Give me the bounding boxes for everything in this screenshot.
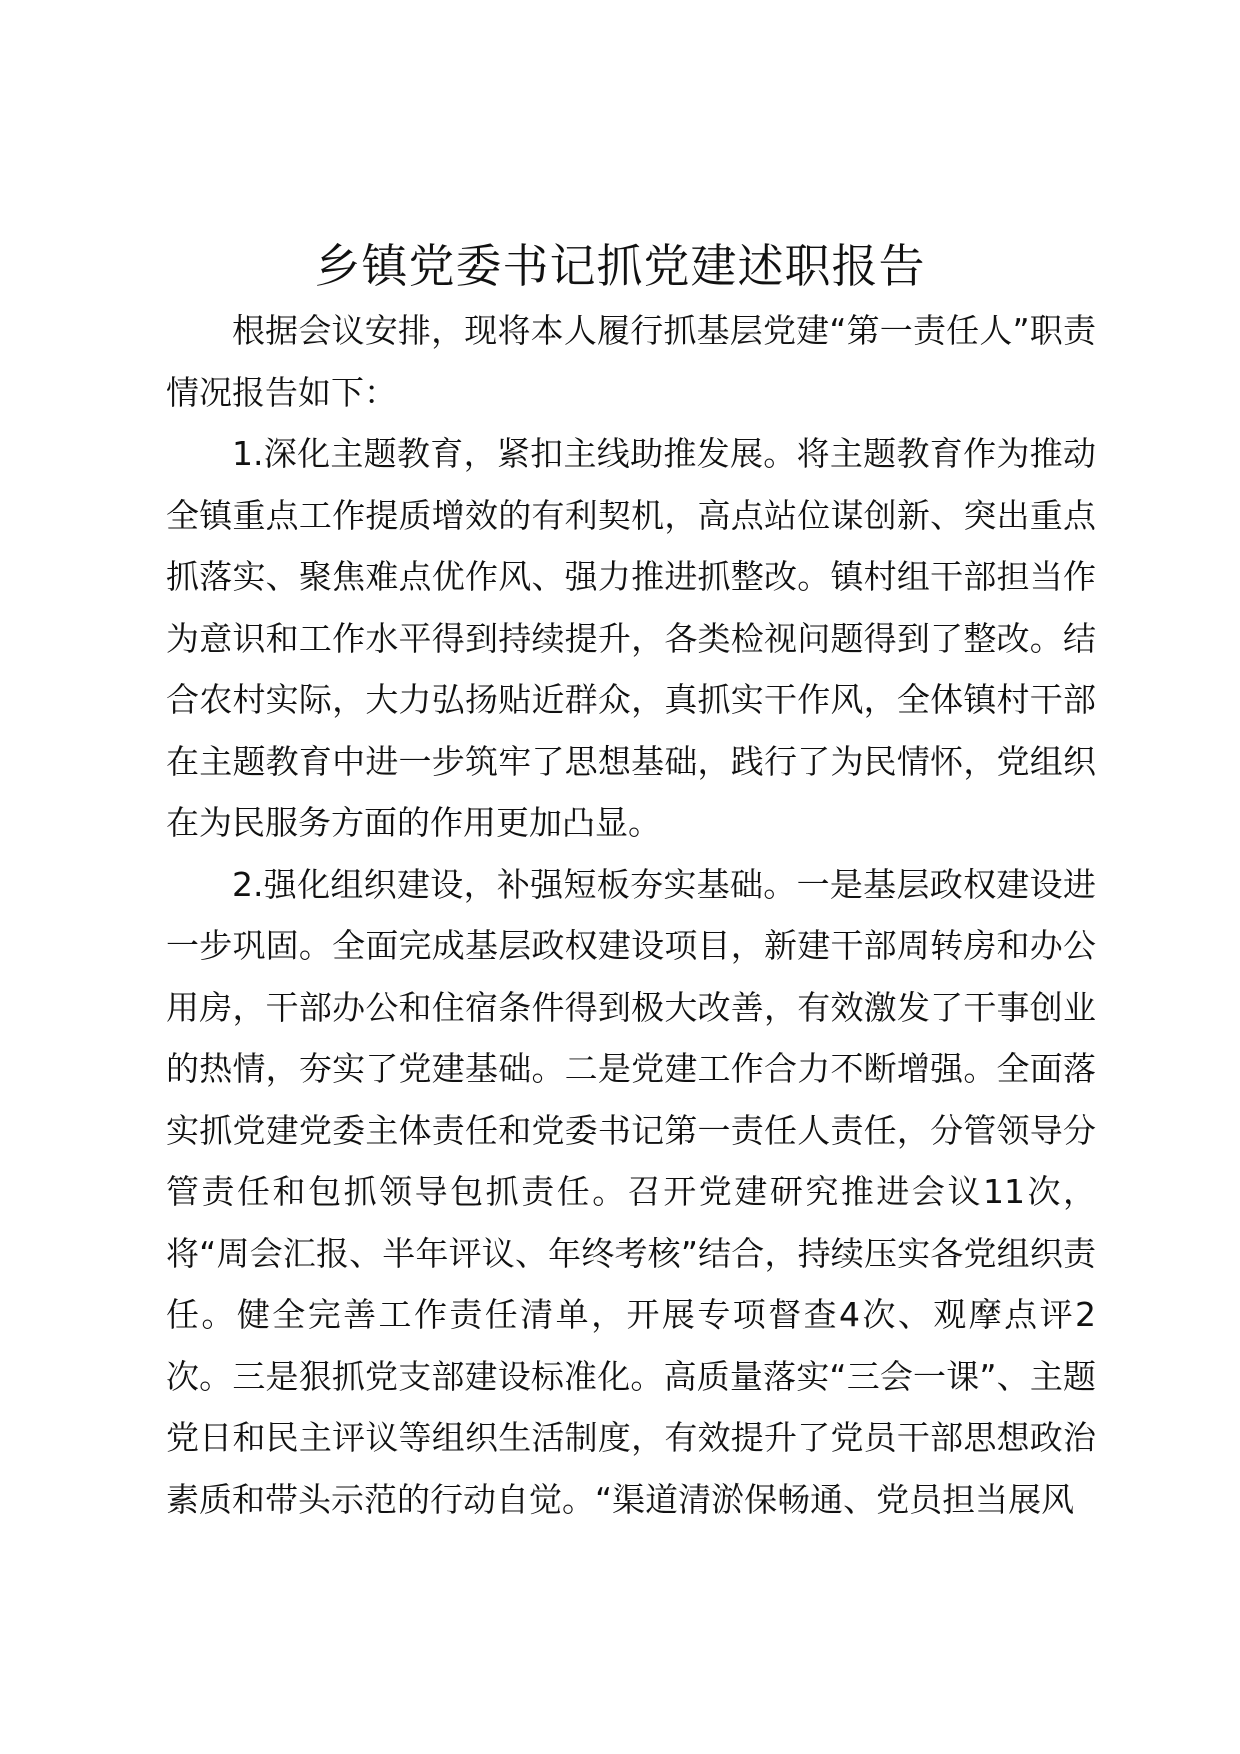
paragraph-organization-building: 2.强化组织建设，补强短板夯实基础。一是基层政权建设进一步巩固。全面完成基层政权建设项目，新建干部周转房和办公用房，干部办公和住宿条件得到极大改善，有效激发了干事创业的热情，夯实了党建基础。二是党建工作合力不断增强。全面落实抓党建党委主体责任和党委书记第一责任人责任，分管领导分管责任和包抓领导包抓责任。召开党建研究推进会议11次，将“周会汇报、半年评议、年终考核”结合，持续压实各党组织责任。健全完善工作责任清单，开展专项督查4次、观摩点评2次。三是狠抓党支部建设标准化。高质量落实“三会一课”、主题党日和民主评议等组织生活制度，有效提升了党员干部思想政治素质和带头示范的行动自觉。“渠道清淤保畅通、党员担当展风 [166,864,1096,1519]
paragraph-theme-education: 1.深化主题教育，紧扣主线助推发展。将主题教育作为推动全镇重点工作提质增效的有利契机，高点站位谋创新、突出重点抓落实、聚焦难点优作风、强力推进抓整改。镇村组干部担当作为意识和工作水平得到持续提升，各类检视问题得到了整改。结合农村实际，大力弘扬贴近群众，真抓实干作风，全体镇村干部在主题教育中进一步筑牢了思想基础，践行了为民情怀，党组织在为民服务方面的作用更加凸显。 [166,434,1096,842]
document-title: 乡镇党委书记抓党建述职报告 [314,239,926,293]
document-body [166,300,1096,1530]
paragraph-intro: 根据会议安排，现将本人履行抓基层党建“第一责任人”职责情况报告如下： [166,311,1096,412]
